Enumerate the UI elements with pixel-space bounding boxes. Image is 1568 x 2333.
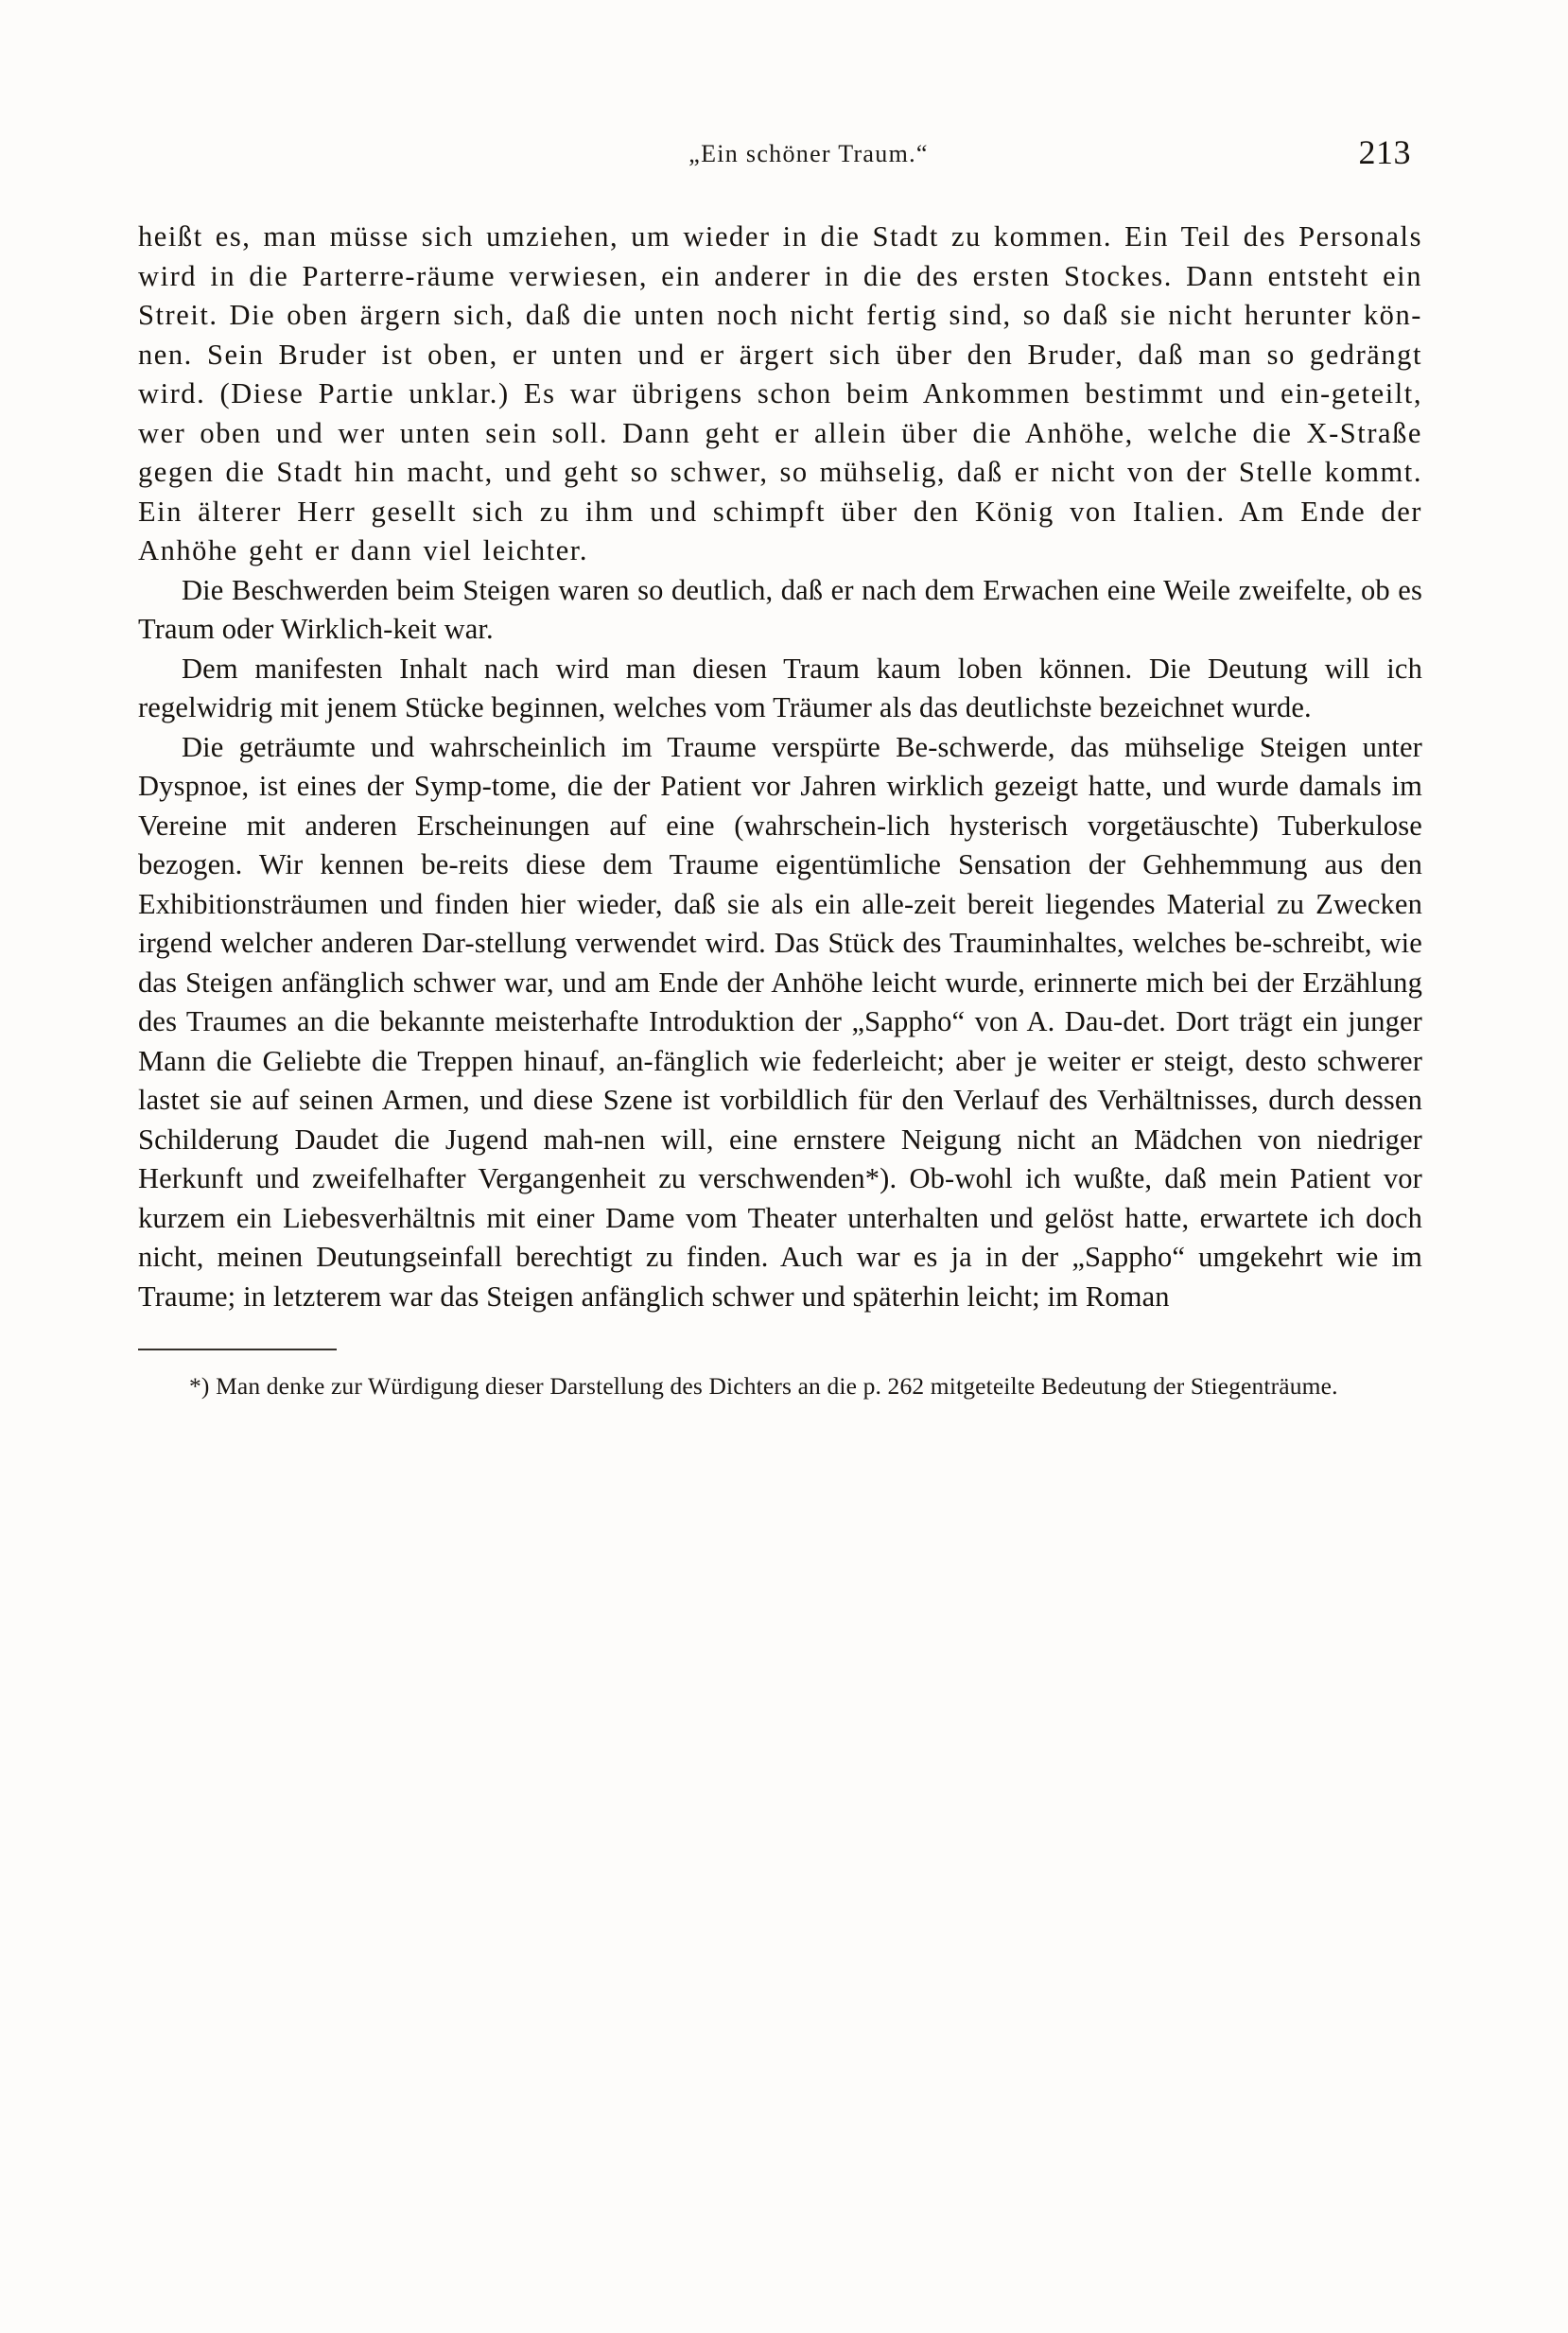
paragraph: Die geträumte und wahrscheinlich im Traume verspürte Be-schwerde, das mühselige Steigen unter Dyspnoe, ist eines der Symp-tome, die der Patient vor Jahren wirklich gezeigt hatte, und wurde damals im Vereine mit anderen Erscheinungen auf eine (wahrschein-lich hysterisch vorgetäuschte) Tuberkulose bezogen. Wir kennen be-reits diese dem Traume eigentümliche Sensation der Gehhemmung aus den Exhibitionsträumen und finden hier wieder, daß sie als ein alle-zeit bereit liegendes Material zu Zwecken irgend welcher anderen Dar-stellung verwendet wird. Das Stück des Trauminhaltes, welches be-schreibt, wie das Steigen anfänglich schwer war, und am Ende der Anhöhe leicht wurde, erinnerte mich bei der Erzählung des Traumes an die bekannte meisterhafte Introduktion der „Sappho“ von A. Dau-det. Dort trägt ein junger Mann die Geliebte die Treppen hinauf, an-fänglich wie federleicht; aber je weiter er steigt, desto schwerer lastet sie auf seinen Armen, und diese Szene ist vorbildlich für den Verlauf des Verhältnisses, durch dessen Schilderung Daudet die Jugend mah-nen will, eine ernstere Neigung nicht an Mädchen von niedriger Herkunft und zweifelhafter Vergangenheit zu verschwenden*). Ob-wohl ich wußte, daß mein Patient vor kurzem ein Liebesverhältnis mit einer Dame vom Theater unterhalten und gelöst hatte, erwartete ich doch nicht, meinen Deutungseinfall berechtigt zu finden. Auch war es ja in der „Sappho“ umgekehrt wie im Traume; in letzterem war das Steigen anfänglich schwer und späterhin leicht; im Roman: [138, 730, 1422, 1313]
page-number: 213: [1358, 133, 1411, 171]
footnote-divider: [138, 1349, 337, 1350]
page-content: [138, 132, 1422, 1402]
paragraph: Dem manifesten Inhalt nach wird man diesen Traum kaum loben können. Die Deutung will ich regelwidrig mit jenem Stücke beginnen, welches vom Träumer als das deutlichste bezeichnet wurde.: [138, 652, 1422, 723]
body-text: [138, 218, 1422, 1316]
footnote-text: *) Man denke zur Würdigung dieser Darstellung des Dichters an die p. 262 mitgeteilte Bedeutung der Stiegenträume.: [189, 1372, 1338, 1400]
running-title: „Ein schöner Traum.“: [688, 140, 929, 167]
footnote: [138, 1369, 1422, 1402]
paragraph: heißt es, man müsse sich umziehen, um wieder in die Stadt zu kommen. Ein Teil des Personals wird in die Parterre-räume verwiesen, ein anderer in die des ersten Stockes. Dann entsteht ein Streit. Die oben ärgern sich, daß die unten noch nicht fertig sind, so daß sie nicht herunter kön-nen. Sein Bruder ist oben, er unten und er ärgert sich über den Bruder, daß man so gedrängt wird. (Diese Partie unklar.) Es war übrigens schon beim Ankommen bestimmt und ein-geteilt, wer oben und wer unten sein soll. Dann geht er allein über die Anhöhe, welche die X-Straße gegen die Stadt hin macht, und geht so schwer, so mühselig, daß er nicht von der Stelle kommt. Ein älterer Herr gesellt sich zu ihm und schimpft über den König von Italien. Am Ende der Anhöhe geht er dann viel leichter.: [138, 220, 1422, 566]
paragraph: Die Beschwerden beim Steigen waren so deutlich, daß er nach dem Erwachen eine Weile zweifelte, ob es Traum oder Wirklich-keit war.: [138, 573, 1422, 645]
running-head: [138, 132, 1422, 193]
